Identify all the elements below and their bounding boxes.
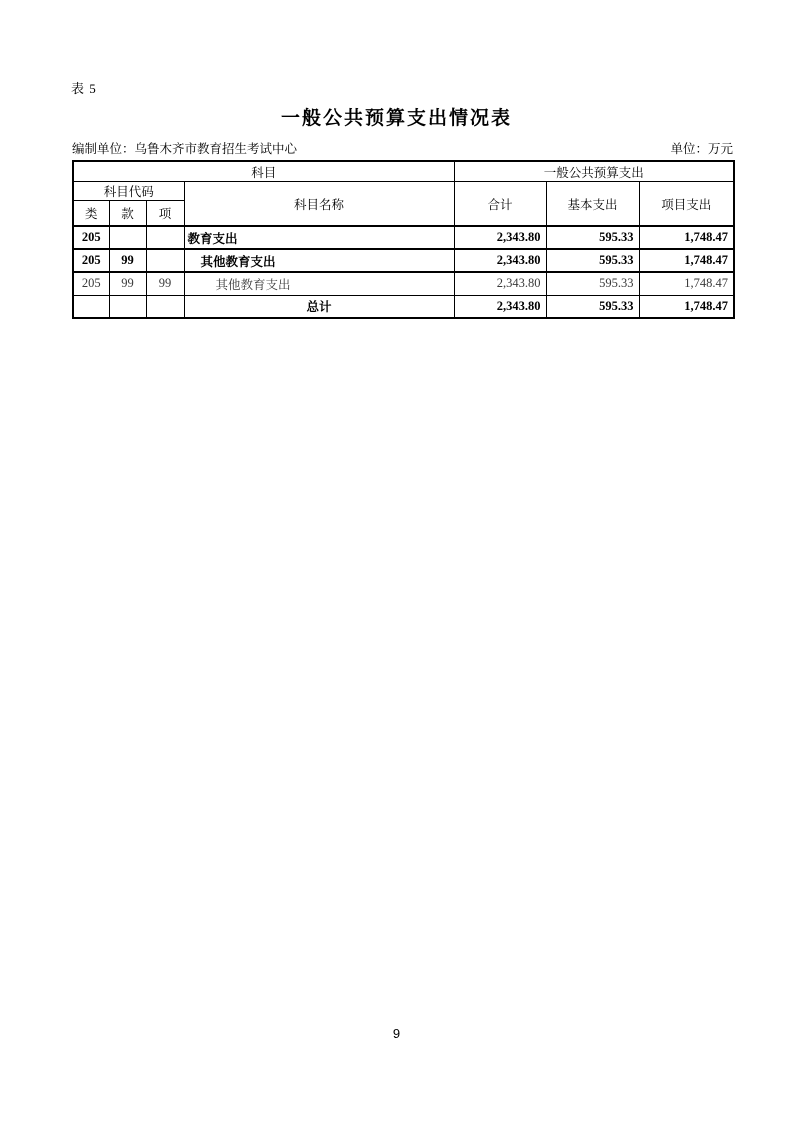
table-header — [73, 161, 734, 226]
page-title: 一般公共预算支出情况表 — [280, 108, 512, 129]
cell-project: 1,748.47 — [639, 295, 734, 318]
cell-subject-name: 教育支出 — [184, 226, 454, 249]
header-total: 合计 — [454, 182, 546, 227]
cell-total: 2,343.80 — [454, 272, 546, 295]
cell-project: 1,748.47 — [639, 249, 734, 272]
page-number: 9 — [392, 1026, 401, 1041]
cell-class: 205 — [73, 249, 109, 272]
cell-basic: 595.33 — [546, 295, 639, 318]
meta-row — [72, 139, 733, 157]
cell-project: 1,748.47 — [639, 226, 734, 249]
table-row-grand-total — [73, 295, 734, 318]
header-subject-code: 科目代码 — [73, 182, 184, 201]
prepared-by-label: 编制单位：乌鲁木齐市教育招生考试中心 — [72, 142, 298, 156]
table-number-label: 表 5 — [71, 81, 97, 96]
cell-class — [73, 295, 109, 318]
cell-section: 99 — [109, 249, 146, 272]
cell-item — [146, 249, 184, 272]
table-body — [73, 226, 734, 318]
cell-class: 205 — [73, 272, 109, 295]
cell-section — [109, 295, 146, 318]
cell-total: 2,343.80 — [454, 295, 546, 318]
table-row — [73, 249, 734, 272]
table-row — [73, 226, 734, 249]
cell-item — [146, 226, 184, 249]
unit-label: 单位：万元 — [670, 142, 733, 156]
cell-section — [109, 226, 146, 249]
header-class: 类 — [73, 201, 109, 227]
header-row-1 — [73, 161, 734, 182]
cell-subject-name: 其他教育支出 — [184, 272, 454, 295]
header-row-2 — [73, 182, 734, 201]
cell-total: 2,343.80 — [454, 226, 546, 249]
cell-subject-name: 总计 — [184, 295, 454, 318]
cell-basic: 595.33 — [546, 272, 639, 295]
header-project-expenditure: 项目支出 — [639, 182, 734, 227]
cell-class: 205 — [73, 226, 109, 249]
header-subject-name: 科目名称 — [184, 182, 454, 227]
cell-section: 99 — [109, 272, 146, 295]
cell-basic: 595.33 — [546, 249, 639, 272]
cell-item: 99 — [146, 272, 184, 295]
header-budget-group: 一般公共预算支出 — [454, 161, 734, 182]
cell-total: 2,343.80 — [454, 249, 546, 272]
cell-item — [146, 295, 184, 318]
budget-table — [72, 160, 735, 319]
cell-project: 1,748.47 — [639, 272, 734, 295]
cell-subject-name: 其他教育支出 — [184, 249, 454, 272]
header-subject: 科目 — [73, 161, 454, 182]
header-basic-expenditure: 基本支出 — [546, 182, 639, 227]
cell-basic: 595.33 — [546, 226, 639, 249]
header-section: 款 — [109, 201, 146, 227]
table-row — [73, 272, 734, 295]
header-item: 项 — [146, 201, 184, 227]
